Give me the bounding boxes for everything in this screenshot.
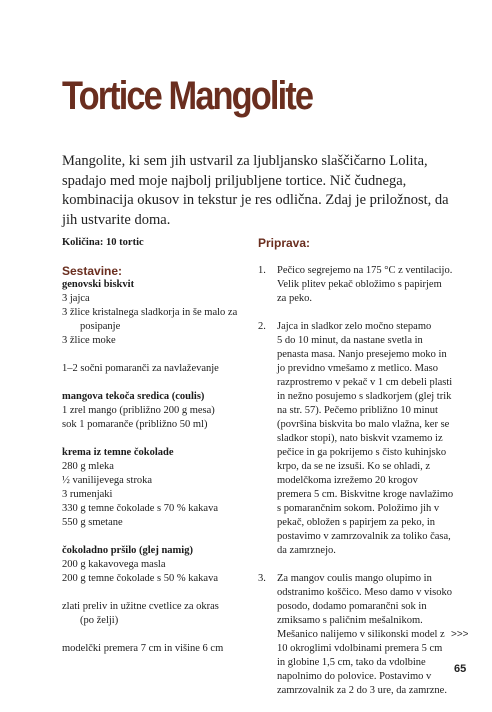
step-line: posodo, dodamo pomarančni sok in [277,601,427,612]
step-line: in nežno posujemo s sladkorjem (glej trik [277,391,452,402]
step-line: Za mangov coulis mango olupimo in [277,573,432,584]
preparation-column [258,236,458,712]
step-line: jo previdno vmešamo z metlico. Maso [277,363,438,374]
step-line: penasta masa. Nanjo presejemo moko in [277,349,447,360]
step-number: 2. [258,321,266,332]
ingredient-group-title: mangova tekoča sredica (coulis) [62,391,205,402]
quantity-label: Količina: 10 tortic [62,237,144,248]
step-line: zmiksamo s paličnim mešalnikom. [277,615,423,626]
ingredient-line: 1–2 sočni pomaranči za navlaževanje [62,363,219,374]
step-line: na str. 57). Pečemo približno 10 minut [277,405,438,416]
ingredient-line: 200 g kakavovega masla [62,559,166,570]
preparation-heading: Priprava: [258,236,311,250]
ingredient-line: sok 1 pomaranče (približno 50 ml) [62,419,208,430]
ingredient-line: zlati preliv in užitne cvetlice za okras [62,601,219,612]
ingredient-line: 3 jajca [62,293,90,304]
ingredient-line: 280 g mleka [62,461,114,472]
step-line: sladkor stopi), nato biskvit vzamemo iz [277,433,443,444]
step-line: Pečico segrejemo na 175 °C z ventilacijo. [277,265,453,276]
step-line: Mešanico nalijemo v silikonski model z [277,629,445,640]
intro-line: Mangolite, ki sem jih ustvaril za ljubljansko slaščičarno Lolita, [62,153,428,169]
ingredient-group-title: krema iz temne čokolade [62,447,174,458]
intro-line: kombinacija okusov in tekstur je res odlična. Zdaj je priložnost, da [62,192,449,208]
ingredient-line: ½ vanilijevega stroka [62,475,153,486]
step-line: modelčkoma izrežemo 20 krogov [277,475,418,486]
ingredient-group [62,446,242,530]
step-line: zamrzovalnik za 2 do 3 ure, da zamrzne. [277,685,447,696]
ingredient-line: 1 zrel mango (približno 200 g mesa) [62,405,215,416]
ingredient-group-title: genovski biskvit [62,279,135,290]
ingredient-line: 3 rumenjaki [62,489,113,500]
ingredient-line: (po želji) [80,615,119,626]
step-line: napolnimo do polovice. Postavimo v [277,671,432,682]
preparation-step [258,264,458,306]
ingredient-line: modelčki premera 7 cm in višine 6 cm [62,643,224,654]
ingredient-line: 550 g smetane [62,517,123,528]
step-line: pečice in ga pokrijemo s čisto kuhinjsko [277,447,447,458]
step-line: za peko. [277,293,312,304]
ingredient-line: posipanje [80,321,121,332]
step-line: postavimo v zamrzovalnik za toliko časa, [277,531,451,542]
step-line: in globine 1,5 cm, tako da vdolbine [277,657,426,668]
continue-marker: >>> [451,629,469,640]
preparation-step [258,572,458,698]
ingredient-group [62,600,242,628]
step-line: razprostremo v pekač v 1 cm debeli plasti [277,377,453,388]
step-line: premera 5 cm. Biskvitne kroge navlažimo [277,489,454,500]
intro-line: spadajo med moje najbolj priljubljene tortice. Nič čudnega, [62,172,407,189]
step-line: odstranimo koščico. Meso damo v visoko [277,587,452,598]
preparation-steps [258,264,458,698]
ingredient-groups [62,278,242,656]
step-line: s pomarančnim sokom. Položimo jih v [277,503,440,514]
step-line: Velik plitev pekač obložimo s papirjem [277,279,442,290]
step-line: krpo, da se ne izsuši. Ko se ohladi, z [277,461,431,472]
step-line: 10 okroglimi vdolbinami premera 5 cm [277,643,443,654]
step-line: da zamrznejo. [277,545,336,556]
intro-line: jih ustvarite doma. [62,211,171,228]
preparation-step [258,320,458,558]
page-number: 65 [454,663,467,675]
step-number: 3. [258,573,266,584]
ingredients-column [62,236,242,656]
ingredient-group [62,390,242,432]
step-line: 5 do 10 minut, da nastane svetla in [277,335,423,346]
step-line: pekač, obložen s papirjem za peko, in [277,517,436,528]
intro-paragraph [62,152,454,230]
step-line: (površina biskvita bo malo vlažna, ker se [277,419,450,430]
ingredient-group [62,642,242,656]
ingredient-line: 200 g temne čokolade s 50 % kakava [62,573,218,584]
step-number: 1. [258,265,266,276]
ingredient-line: 3 žlice moke [62,335,116,346]
recipe-title: Tortice Mangolite [62,74,313,118]
ingredient-group [62,544,242,586]
ingredient-group [62,278,242,348]
ingredients-heading: Sestavine: [62,264,123,278]
ingredient-group [62,362,242,376]
ingredient-line: 3 žlice kristalnega sladkorja in še malo za [62,307,238,318]
step-line: Jajca in sladkor zelo močno stepamo [277,321,432,332]
ingredient-line: 330 g temne čokolade s 70 % kakava [62,503,218,514]
ingredient-group-title: čokoladno pršilo (glej namig) [62,545,193,556]
